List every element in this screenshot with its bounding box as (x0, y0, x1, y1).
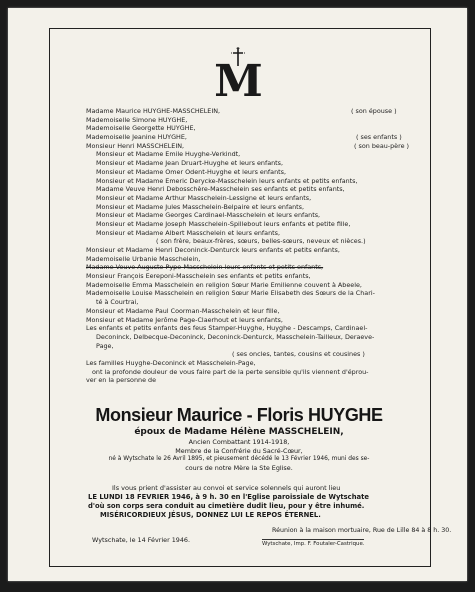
relation-note: ( son beau-père ) (354, 141, 410, 150)
family-line (86, 316, 416, 325)
family-line-text: Monsieur et Madame Emeric Derycke-Masschelein leurs enfants et petits enfants, (96, 176, 358, 185)
family-line (86, 272, 416, 281)
monogram-letter: M (214, 56, 262, 107)
family-line (86, 220, 416, 229)
family-line-text: Madame Veuve Henri Debosschère-Masschelein ses enfants et petits enfants, (96, 185, 345, 194)
family-line (86, 246, 416, 255)
family-line-text: Monsieur et Madame Paul Coorman-Masschelein et leur fille, (86, 306, 280, 315)
family-line-text: Monsieur et Madame Omer Odent-Huyghe et leurs enfants, (96, 167, 286, 176)
deceased-name: Monsieur Maurice - Floris HUYGHE (95, 405, 383, 425)
family-line-text: Les enfants et petits enfants des feus Stamper-Huyghe, Huyghe - Descamps, Cardinael- (86, 324, 368, 333)
family-line-text: Mademoiselle Urbanie Masschelein, (86, 254, 201, 263)
family-line-text: Monsieur et Madame Jerôme Page-Claerhout et leurs enfants, (86, 315, 283, 324)
family-line (86, 281, 416, 290)
family-line (86, 324, 416, 333)
family-line-text: Monsieur et Madame Arthur Masschelein-Lessigne et leurs enfants, (96, 193, 312, 202)
family-line (86, 168, 416, 177)
service-date: LE LUNDI 18 FEVRIER 1946, à 9 h. 30 en l'Eglise paroissiale de Wytschate (88, 493, 369, 501)
family-line (86, 255, 416, 264)
family-line-text: ont la profonde douleur de vous faire part de la perte sensible qu'ils viennent d'éprou- (92, 367, 369, 376)
service-invite: Ils vous prient d'assister au convoi et service solennels qui auront lieu (112, 484, 341, 492)
family-line-text: Monsieur et Madame Georges Cardinael-Masschelein et leurs enfants, (96, 211, 321, 220)
family-line (86, 159, 416, 168)
family-line-text: Monsieur et Madame Jules Masschelein-Belpaire et leurs enfants, (96, 202, 305, 211)
reunion-line: Réunion à la maison mortuaire, Rue de Lille 84 à 8 h. 30. (272, 527, 452, 534)
family-line (86, 185, 416, 194)
family-line-text: Mademoiselle Emma Masschelein en religion Sœur Marie Emilienne couvent à Abeele, (86, 280, 362, 289)
family-line-text: Monsieur et Madame Jean Druart-Huyghe et leurs enfants, (96, 159, 284, 168)
family-line (86, 342, 416, 351)
family-line-text: Monsieur et Madame Albert Masschelein et leurs enfants, (96, 228, 281, 237)
family-line-text: Mademoiselle Jeanine HUYGHE, (86, 133, 187, 142)
mourning-card (8, 8, 467, 581)
family-line (86, 177, 416, 186)
prayer-line: MISÉRICORDIEUX JÉSUS, DONNEZ LUI LE REPOS ÉTERNEL. (100, 511, 321, 519)
family-line (86, 298, 416, 307)
family-line-text: Monsieur et Madame Joseph Masschelein-Spillebout leurs enfants et petite fille, (96, 219, 351, 228)
place-date: Wytschate, le 14 Février 1946. (92, 536, 191, 544)
family-line-text: Mademoiselle Simone HUYGHE, (86, 115, 188, 124)
relation-note: ( ses enfants ) (356, 133, 402, 142)
relation-note: ( son épouse ) (351, 107, 397, 115)
family-line (86, 142, 416, 151)
family-line-text: Monsieur et Madame Henri Deconinck-Denturck leurs enfants et petits enfants, (86, 246, 340, 254)
family-list (86, 107, 416, 385)
printer-line: Wytschate, Imp. F. Foutaler-Castrique. (262, 541, 365, 547)
family-line (86, 359, 416, 368)
family-line (86, 124, 416, 133)
family-line (86, 376, 416, 385)
family-line (86, 350, 416, 359)
family-line-text: Les familles Huyghe-Deconinck et Masschelein-Page, (86, 358, 256, 367)
family-line (86, 263, 416, 272)
family-line-text: Monsieur et Madame Emile Huyghe-Verkindt, (96, 150, 241, 159)
family-line-text: Madame Veuve Auguste Pype-Masschelein leurs enfants et petits enfants, (86, 263, 324, 272)
family-line-text: Deconinck, Delbecque-Deconinck, Deconinck-Denturck, Masschelein-Tailleux, Deraeve- (96, 332, 375, 341)
family-line (86, 229, 416, 238)
family-line (86, 116, 416, 125)
deceased-block (48, 405, 430, 472)
family-line-text: Mademoiselle Georgette HUYGHE, (86, 124, 196, 133)
birth-death-line: né à Wytschate le 26 Avril 1895, et pieusement décédé le 13 Février 1946, muni des se- (108, 456, 370, 463)
family-line (86, 133, 416, 142)
family-line-text: Monsieur Henri MASSCHELEIN, (86, 141, 185, 150)
family-line (86, 289, 416, 298)
family-line-text: Mademoiselle Louise Masschelein en religion Sœur Marie Elisabeth des Sœurs de la Chari- (86, 289, 375, 298)
family-line (86, 211, 416, 220)
veteran-line: Ancien Combattant 1914-1918, (188, 438, 290, 446)
family-line-text: ( son frère, beaux-frères, sœurs, belles-sœurs, neveux et nièces.) (156, 237, 366, 246)
family-line-text: Madame Maurice HUYGHE-MASSCHELEIN, (86, 107, 221, 115)
family-line (86, 307, 416, 316)
family-line-text: Monsieur François Eereponi-Masschelein ses enfants et petits enfants, (86, 272, 311, 281)
burial-line: d'où son corps sera conduit au cimetière dudit lieu, pour y être inhumé. (88, 502, 365, 510)
family-line (86, 150, 416, 159)
family-line (86, 368, 416, 377)
family-line (86, 237, 416, 246)
family-line-text: Page, (96, 341, 114, 350)
family-line (86, 203, 416, 212)
confraternity-line: Membre de la Confrérie du Sacré-Cœur, (175, 446, 303, 455)
family-line-text: ver en la personne de (86, 376, 157, 385)
family-line (86, 333, 416, 342)
family-line (86, 194, 416, 203)
family-line (86, 107, 416, 116)
sacraments-line: cours de notre Mère la Ste Eglise. (185, 463, 293, 472)
spouse-line: époux de Madame Hélène MASSCHELEIN, (134, 427, 344, 437)
family-line-text: té à Courtrai, (96, 298, 139, 307)
family-line-text: ( ses oncles, tantes, cousins et cousines ) (232, 350, 365, 359)
monogram-cross-m-icon (213, 46, 263, 108)
